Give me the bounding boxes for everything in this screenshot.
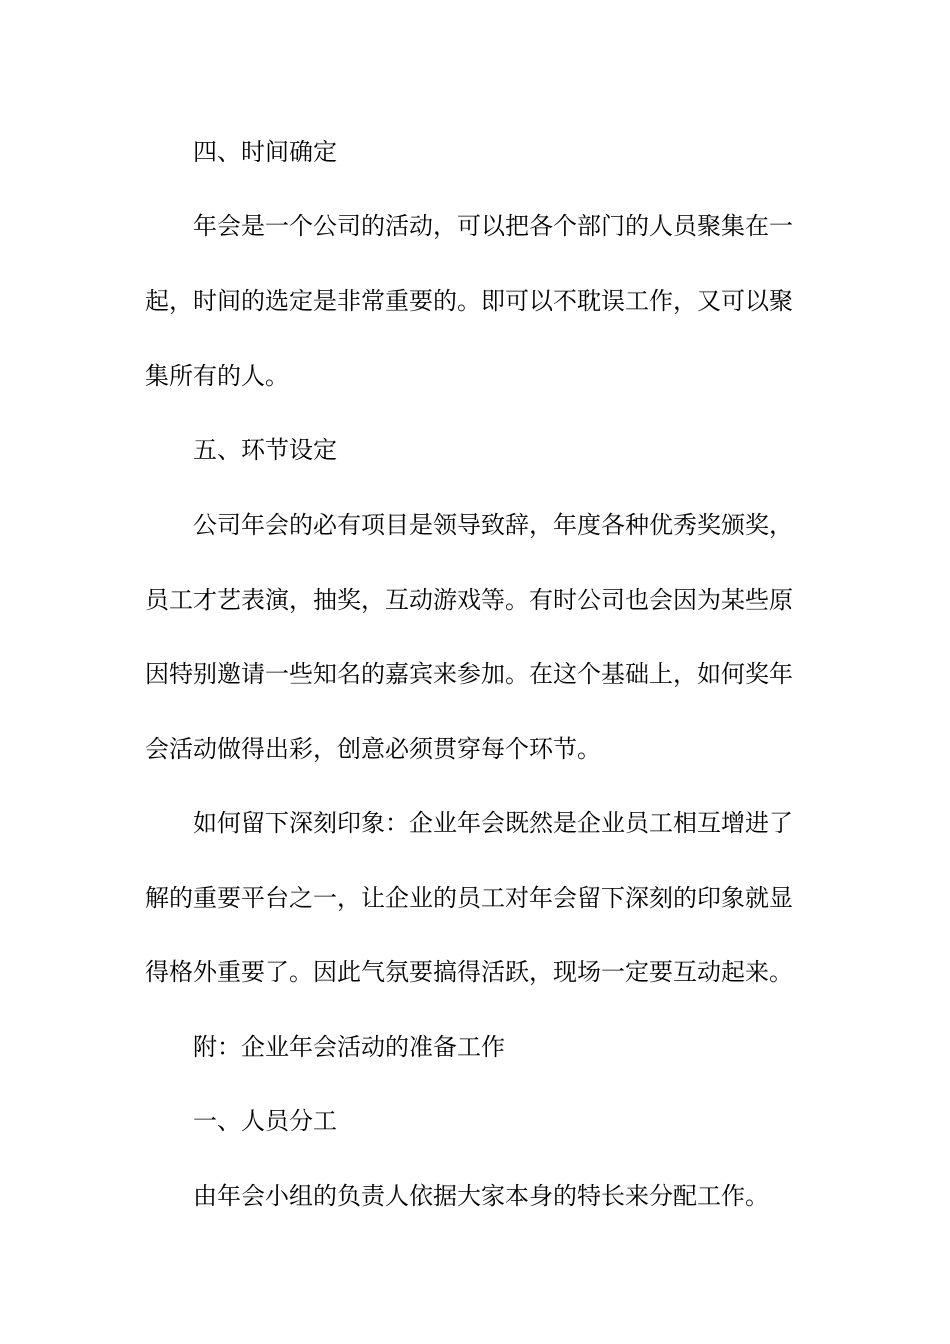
paragraph-line: 由年会小组的负责人依据大家本身的特长来分配工作。 xyxy=(193,1182,769,1210)
heading-staffing: 一、人员分工 xyxy=(193,1107,337,1135)
paragraph-line: 如何留下深刻印象：企业年会既然是企业员工相互增进了 xyxy=(193,809,793,837)
heading-appendix: 附：企业年会活动的准备工作 xyxy=(193,1033,505,1061)
paragraph-line: 公司年会的必有项目是领导致辞，年度各种优秀奖颁奖， xyxy=(193,511,793,539)
paragraph-line: 因特别邀请一些知名的嘉宾来参加。在这个基础上，如何奖年 xyxy=(145,660,793,688)
paragraph-line: 解的重要平台之一，让企业的员工对年会留下深刻的印象就显 xyxy=(145,884,793,912)
paragraph-line: 起，时间的选定是非常重要的。即可以不耽误工作，又可以聚 xyxy=(145,287,793,315)
paragraph-line: 集所有的人。 xyxy=(145,362,289,390)
heading-time: 四、时间确定 xyxy=(193,138,337,166)
paragraph-line: 会活动做得出彩，创意必须贯穿每个环节。 xyxy=(145,735,601,763)
heading-segments: 五、环节设定 xyxy=(193,436,337,464)
paragraph-line: 得格外重要了。因此气氛要搞得活跃，现场一定要互动起来。 xyxy=(145,958,793,986)
paragraph-line: 年会是一个公司的活动，可以把各个部门的人员聚集在一 xyxy=(193,212,793,240)
paragraph-line: 员工才艺表演，抽奖，互动游戏等。有时公司也会因为某些原 xyxy=(145,586,793,614)
